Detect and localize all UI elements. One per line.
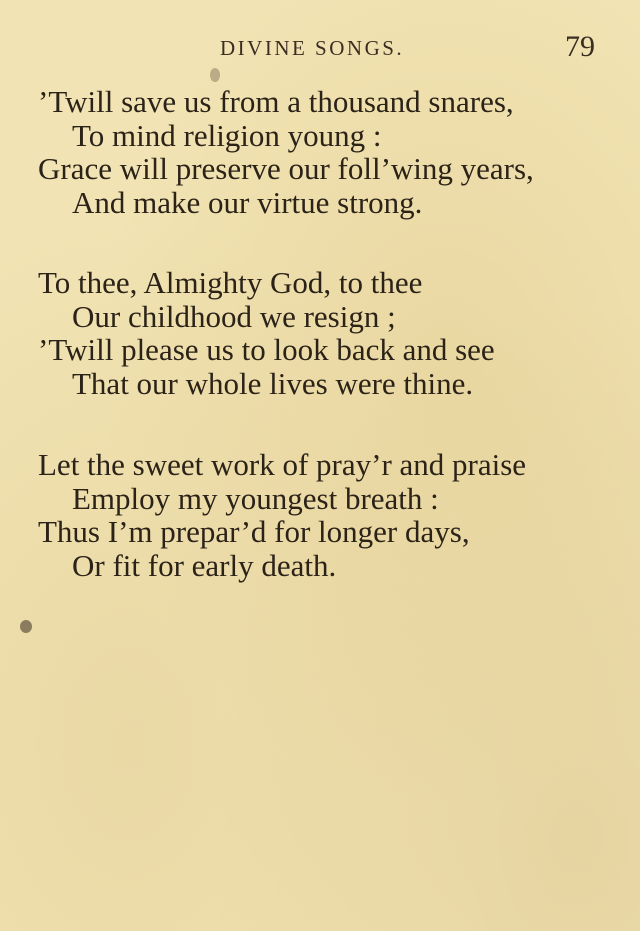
stanza-1: [38, 85, 618, 219]
verse-line: Our childhood we resign ;: [72, 298, 396, 334]
page-number: 79: [565, 30, 595, 63]
verse-line: That our whole lives were thine.: [72, 365, 474, 401]
verse-line: ’Twill please us to look back and see: [38, 332, 495, 367]
ink-blot: [20, 620, 32, 633]
verse-line: And make our virtue strong.: [72, 184, 423, 220]
running-head: [0, 30, 640, 64]
verse-line: To thee, Almighty God, to thee: [38, 265, 423, 300]
verse-line: Grace will preserve our foll’wing years,: [38, 151, 534, 186]
verse-line: Let the sweet work of pray’r and praise: [38, 447, 527, 482]
verse-line: To mind religion young :: [72, 117, 382, 153]
running-title: DIVINE SONGS.: [220, 36, 405, 60]
stanza-3: [38, 448, 618, 582]
verse-line: Employ my youngest breath :: [72, 480, 439, 516]
ink-blot: [210, 68, 220, 82]
stanza-2: [38, 266, 618, 400]
verse-line: ’Twill save us from a thousand snares,: [38, 84, 514, 119]
verse-line: Or fit for early death.: [72, 547, 337, 583]
verse-line: Thus I’m prepar’d for longer days,: [38, 514, 470, 549]
